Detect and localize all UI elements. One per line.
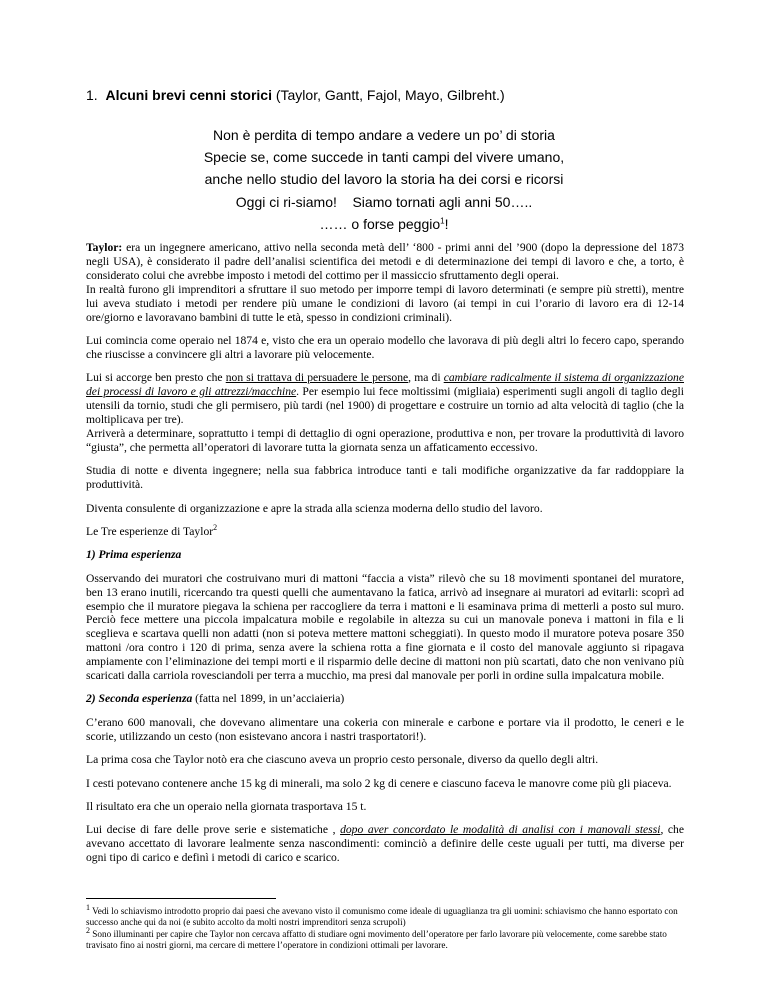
paragraph: Il risultato era che un operaio nella giornata trasportava 15 t. [86,800,367,813]
paragraph-text: , che avevano accettato di lavorare lealmente senza nascondimenti: cominciò a definire delle ceste uguali per tutti, ma diverse per ogni tipo di carico e definì i metodi di carico e scarico. [86,823,685,865]
paragraph-text: , ma di [408,371,444,385]
verse-line: Specie se, come succede in tanti campi del vivere umano, [203,149,565,166]
paragraph-text: Lui si accorge ben presto che [86,371,226,385]
footnote [86,925,684,952]
taylor-label: Taylor: [86,241,123,254]
footnote-ref: 2 [213,523,218,533]
paragraph [86,371,684,427]
paragraph: Osservando dei muratori che costruivano muri di mattoni “faccia a vista” rilevò che su 18 movimenti spontanei del muratore, ben 13 erano inutili, ricercando tra questi quelli che aumentavano la fatica, arrivò ad insegnare ai muratori ad evitarli: scoprì ad esempio che il muratore piegava la schiena per raccogliere da terra i mattoni e li esaminava prima di metterli a posto sul muro. Perciò fece mettere una piccola impalcatura mobile e regolabile in altezza su cui un manovale poneva i mattoni in fila e li sceglieva e scartava quelli non adatti (non si poteva mettere mattoni scheggiati). In questo modo il muratore poteva posare 350 mattoni /ora contro i 120 di prima, senza avere la schiena rotta a fine giornata e il costo del manovale aggiunto si ripagava ampiamente con l’eliminazione dei tempi morti e il risparmio delle decine di mattoni non più scartati, dato che non venivano più scaricati dalla carriola rovesciandoli per terra a mucchio, ma presi dal manovale per porli in ordine sulla impalcatura mobile. [86,571,684,683]
paragraph: Diventa consulente di organizzazione e apre la strada alla scienza moderna dello studio del lavoro. [86,501,543,515]
footnote-ref: 1 [440,216,445,226]
underlined-italic-text: dopo aver concordato le modalità di analisi con i manovali stessi [340,823,661,837]
paragraph-text: era un ingegnere americano, attivo nella seconda metà dell’ ‘800 - primi anni del ’900 (dopo la depressione del 1873 negli USA), è considerato il padre dell’analisi scientifica dei metodi e di determinazione dei tempi di lavoro e che, a torto, è considerato colui che avrebbe imposto i metodi del cottimo per il massiccio sfruttamento degli operai. [86,241,684,282]
subheading-text: Le Tre esperienze di Taylor [86,524,214,538]
paragraph-text: . Per esempio lui fece moltissimi (migliaia) esperimenti sugli angoli di taglio degli utensili da tornio, studi che gli permisero, più tardi (nel 1900) di progettare e costruire un tornio ad alta velocità di taglio (che la moltiplicava per tre). [86,385,684,426]
verse-line: Non è perdita di tempo andare a vedere un po’ di storia [213,127,555,143]
experience-title-text: 1) Prima esperienza [86,548,182,562]
experience-title [86,692,684,706]
section-title: Alcuni brevi cenni storici [105,87,272,103]
paragraph-text: Lui decise di fare delle prove serie e sistematiche , [86,823,341,837]
footnotes [86,902,684,952]
paragraph: Studia di notte e diventa ingegnere; nella sua fabbrica introduce tanti e tali modifiche organizzative da far raddoppiare la produttività. [86,464,684,492]
verse-line [150,213,618,235]
body-text [86,241,684,875]
verse-line: anche nello studio del lavoro la storia ha dei corsi e ricorsi [204,171,564,188]
intro-verse [150,124,618,235]
paragraph [86,823,684,865]
subheading [86,525,684,539]
section-subtitle: (Taylor, Gantt, Fajol, Mayo, Gilbreht.) [275,87,505,103]
experience-note: (fatta nel 1899, in un’acciaieria) [192,692,345,706]
paragraph: In realtà furono gli imprenditori a sfruttare il suo metodo per imporre tempi di lavoro determinati (e sempre più stretti), mentre lui aveva studiato i metodi per rendere più umane le condizioni di lavoro (ai tempi in cui l’orario di lavoro era di 12-14 ore/giorno e lavoravano bambini di tutte le età, spesso in condizioni criminali). [86,282,684,324]
experience-title-text: 2) Seconda esperienza [86,692,193,706]
paragraph [86,241,684,283]
footnote-text: Vedi lo schiavismo introdotto proprio dai paesi che avevano visto il comunismo come ideale di uguaglianza tra gli uomini: schiavismo che hanno esportato con successo anche qui da noi (e subito accolto da molti nostri imprenditori senza scrupoli) [86,906,678,928]
paragraph: C’erano 600 manovali, che dovevano alimentare una cokeria con minerale e carbone e portare via il prodotto, le ceneri e le scorie, utilizzando un cesto (non esistevano ancora i nastri trasportatori!). [86,715,684,743]
paragraph: La prima cosa che Taylor notò era che ciascuno aveva un proprio cesto personale, diverso da quello degli altri. [86,753,599,767]
verse-text: …… o forse peggio [319,215,441,232]
section-number: 1. [86,87,98,103]
paragraph: Arriverà a determinare, soprattutto i tempi di dettaglio di ogni operazione, produttiva e non, per trovare la produttività di lavoro “giusta”, che permetta all’operatori di lavorare tutta la giornata senza un affaticamento eccessivo. [86,426,684,454]
footnote-mark: 2 [86,925,90,935]
section-heading [86,87,505,103]
paragraph: Lui comincia come operaio nel 1874 e, visto che era un operaio modello che lavorava di più degli altri lo fecero capo, sperando che riuscisse a convincere gli altri a lavorare più velocemente. [86,333,684,361]
verse-line: Oggi ci ri-siamo! Siamo tornati agli anni 50….. [235,193,533,210]
paragraph: I cesti potevano contenere anche 15 kg di minerali, ma solo 2 kg di cenere e ciascuno faceva le manovre come più gli piaceva. [86,776,672,790]
underlined-text: non si trattava di persuadere le persone [225,371,409,385]
footnote-text: Sono illuminanti per capire che Taylor non cercava affatto di studiare ogni movimento dell’operatore per farlo lavorare più velocemente, come sarebbe stato travisato fino ai nostri giorni, ma cercare di mettere l’operatore in condizioni ottimali per lavorare. [86,928,667,951]
experience-title [86,548,684,562]
underlined-italic-text: cambiare radicalmente il sistema di organizzazione dei processi di lavoro e gli attrezzi/macchine [86,371,684,399]
verse-text: ! [444,215,449,232]
footnote [86,902,684,929]
footnote-divider [86,898,276,899]
footnote-mark: 1 [86,902,90,912]
